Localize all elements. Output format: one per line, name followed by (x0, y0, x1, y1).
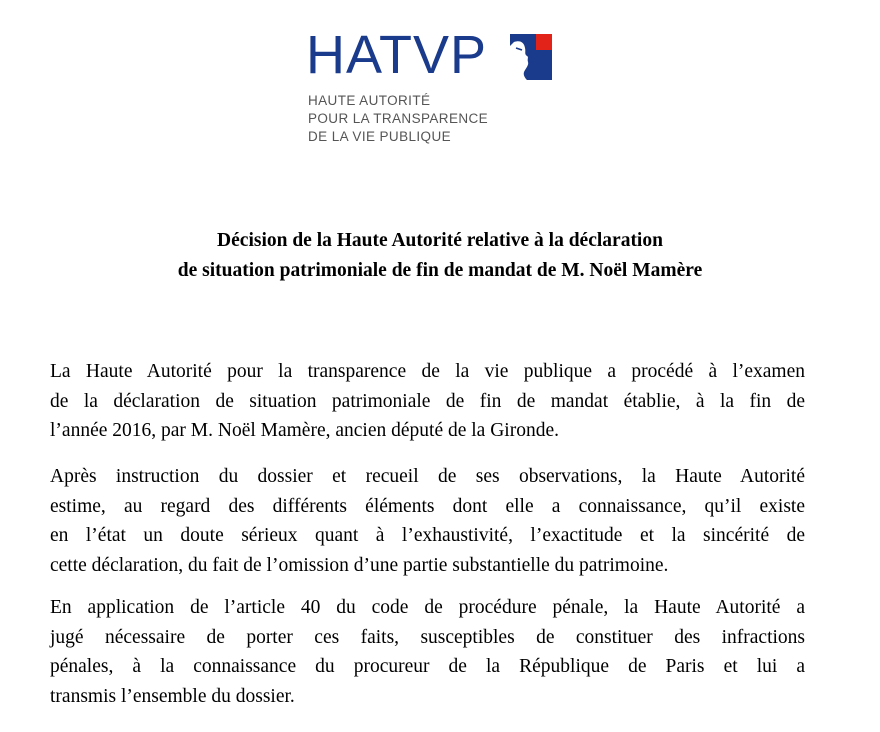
paragraph-assessment (50, 462, 805, 580)
paragraph-line: l’année 2016, par M. Noël Mamère, ancien député de la Gironde. (50, 420, 559, 441)
paragraph-line: Après instruction du dossier et recueil de ses observations, la Haute Autorité (50, 466, 805, 487)
paragraph-line: La Haute Autorité pour la transparence de la vie publique a procédé à l’examen (50, 361, 805, 382)
paragraph-referral (50, 593, 805, 711)
paragraph-line: pénales, à la connaissance du procureur de la République de Paris et lui a (50, 656, 805, 677)
title-line: Décision de la Haute Autorité relative à la déclaration (217, 230, 663, 251)
paragraph-line: cette déclaration, du fait de l’omission d’une partie substantielle du patrimoine. (50, 554, 669, 576)
paragraph-line: de la déclaration de situation patrimoniale de fin de mandat établie, à la fin de (50, 390, 805, 412)
tagline-line: HAUTE AUTORITÉ (308, 93, 431, 108)
paragraph-examination (50, 357, 805, 446)
paragraph-line: en l’état un doute sérieux quant à l’exhaustivité, l’exactitude et la sincérité de (50, 525, 805, 546)
logo-wordmark: HATVP (306, 25, 488, 85)
tagline-line: POUR LA TRANSPARENCE (308, 111, 489, 126)
paragraph-line: transmis l’ensemble du dossier. (50, 685, 295, 707)
paragraph-line: estime, au regard des différents éléments dont elle a connaissance, qu’il existe (50, 495, 805, 517)
logo-tagline (308, 92, 488, 146)
hatvp-logo (306, 25, 566, 148)
tagline-line: DE LA VIE PUBLIQUE (308, 129, 452, 144)
paragraph-line: En application de l’article 40 du code de procédure pénale, la Haute Autorité a (50, 597, 805, 618)
decision-title (60, 226, 820, 286)
title-line: de situation patrimoniale de fin de mandat de M. Noël Mamère (177, 260, 703, 281)
paragraph-line: jugé nécessaire de porter ces faits, susceptibles de constituer des infractions (50, 626, 805, 648)
marianne-logo-icon (510, 34, 552, 80)
